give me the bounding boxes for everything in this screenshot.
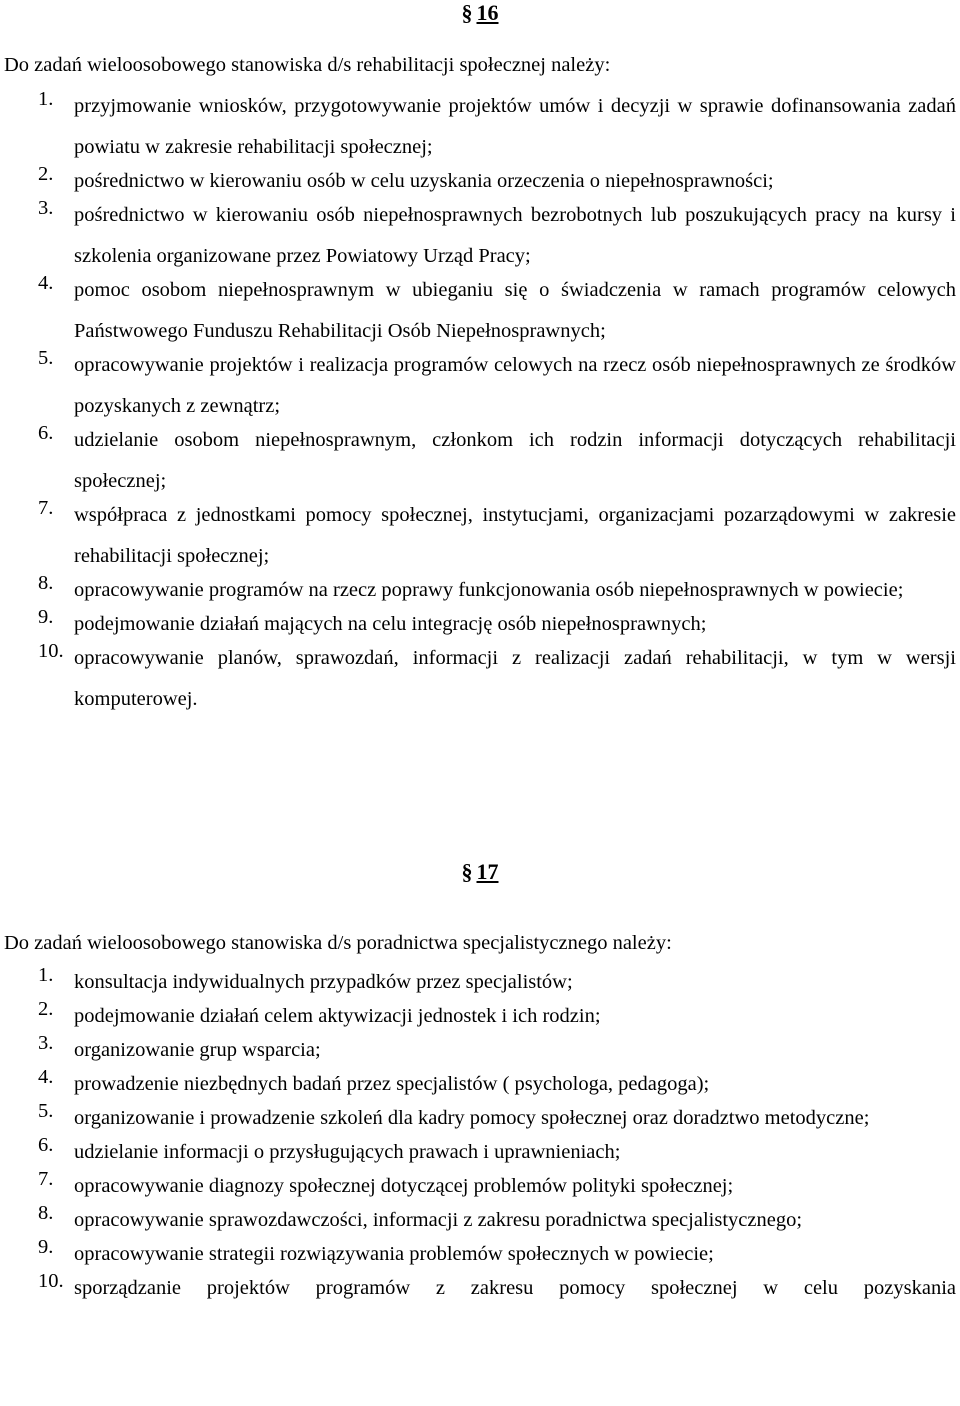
list-item-number: 1. bbox=[38, 88, 54, 110]
list-item-text: sporządzanie projektów programów z zakresu pomocy społecznej w celu pozyskania bbox=[74, 1277, 956, 1299]
list-item-text: podejmowanie działań mających na celu integrację osób niepełnosprawnych; bbox=[74, 613, 707, 635]
section-sign: § bbox=[461, 0, 473, 25]
list-item bbox=[0, 86, 960, 168]
list-item-number: 3. bbox=[38, 197, 54, 219]
list-item-number: 5. bbox=[38, 1100, 54, 1122]
section-number: 17 bbox=[476, 859, 499, 884]
list-item-text: pomoc osobom niepełnosprawnym w ubieganiu się o świadczenia w ramach programów celowych Państwowego Funduszu Rehabilitacji Osób Niepełnosprawnych; bbox=[74, 279, 956, 342]
list-item-text: udzielanie informacji o przysługujących prawach i uprawnieniach; bbox=[74, 1141, 621, 1163]
section-list-17 bbox=[0, 964, 960, 1309]
list-item bbox=[0, 195, 960, 277]
section-heading-16 bbox=[0, 0, 960, 26]
list-item-number: 4. bbox=[38, 272, 54, 294]
list-item-text: pośrednictwo w kierowaniu osób niepełnosprawnych bezrobotnych lub poszukujących pracy na kursy i szkolenia organizowane przez Powiatowy Urząd Pracy; bbox=[74, 204, 956, 267]
list-item-text: opracowywanie strategii rozwiązywania problemów społecznych w powiecie; bbox=[74, 1243, 714, 1265]
list-item-number: 10. bbox=[38, 1270, 64, 1292]
list-item-number: 7. bbox=[38, 1168, 54, 1190]
list-item bbox=[0, 420, 960, 502]
list-item-number: 7. bbox=[38, 497, 54, 519]
list-item bbox=[0, 1268, 960, 1309]
section-intro-16: Do zadań wieloosobowego stanowiska d/s rehabilitacji społecznej należy: bbox=[4, 54, 611, 76]
section-number: 16 bbox=[476, 0, 499, 25]
list-item-number: 9. bbox=[38, 1236, 54, 1258]
list-item bbox=[0, 270, 960, 352]
list-item bbox=[0, 495, 960, 577]
list-item bbox=[0, 345, 960, 427]
section-intro-17: Do zadań wieloosobowego stanowiska d/s poradnictwa specjalistycznego należy: bbox=[4, 932, 672, 954]
list-item-text: opracowywanie programów na rzecz poprawy funkcjonowania osób niepełnosprawnych w powiecie; bbox=[74, 579, 904, 601]
list-item-text: współpraca z jednostkami pomocy społecznej, instytucjami, organizacjami pozarządowymi w zakresie rehabilitacji społecznej; bbox=[74, 504, 956, 567]
list-item-number: 3. bbox=[38, 1032, 54, 1054]
list-item-text: udzielanie osobom niepełnosprawnym, członkom ich rodzin informacji dotyczących rehabilitacji społecznej; bbox=[74, 429, 956, 492]
list-item-text: pośrednictwo w kierowaniu osób w celu uzyskania orzeczenia o niepełnosprawności; bbox=[74, 170, 774, 192]
list-item-text: podejmowanie działań celem aktywizacji jednostek i ich rodzin; bbox=[74, 1005, 601, 1027]
list-item-number: 6. bbox=[38, 1134, 54, 1156]
section-heading-17 bbox=[0, 859, 960, 885]
list-item-number: 5. bbox=[38, 347, 54, 369]
list-item-number: 6. bbox=[38, 422, 54, 444]
section-list-16 bbox=[0, 88, 960, 720]
list-item bbox=[0, 638, 960, 720]
list-item-number: 9. bbox=[38, 606, 54, 628]
list-item-text: opracowywanie projektów i realizacja programów celowych na rzecz osób niepełnosprawnych ze środków pozyskanych z zewnątrz; bbox=[74, 354, 956, 417]
list-item-text: organizowanie i prowadzenie szkoleń dla kadry pomocy społecznej oraz doradztwo metodyczne; bbox=[74, 1107, 870, 1129]
list-item-text: przyjmowanie wniosków, przygotowywanie projektów umów i decyzji w sprawie dofinansowania zadań powiatu w zakresie rehabilitacji społecznej; bbox=[74, 95, 956, 158]
list-item-text: konsultacja indywidualnych przypadków przez specjalistów; bbox=[74, 971, 573, 993]
list-item-number: 2. bbox=[38, 163, 54, 185]
list-item-number: 10. bbox=[38, 640, 64, 662]
list-item-number: 4. bbox=[38, 1066, 54, 1088]
list-item-text: opracowywanie diagnozy społecznej dotyczącej problemów polityki społecznej; bbox=[74, 1175, 734, 1197]
list-item-text: opracowywanie planów, sprawozdań, informacji z realizacji zadań rehabilitacji, w tym w wersji komputerowej. bbox=[74, 647, 956, 710]
list-item-number: 2. bbox=[38, 998, 54, 1020]
section-sign: § bbox=[461, 859, 473, 884]
list-item-text: opracowywanie sprawozdawczości, informacji z zakresu poradnictwa specjalistycznego; bbox=[74, 1209, 803, 1231]
list-item-text: organizowanie grup wsparcia; bbox=[74, 1039, 321, 1061]
list-item-number: 8. bbox=[38, 1202, 54, 1224]
list-item-text: prowadzenie niezbędnych badań przez specjalistów ( psychologa, pedagoga); bbox=[74, 1073, 710, 1095]
list-item-number: 1. bbox=[38, 964, 54, 986]
list-item-number: 8. bbox=[38, 572, 54, 594]
